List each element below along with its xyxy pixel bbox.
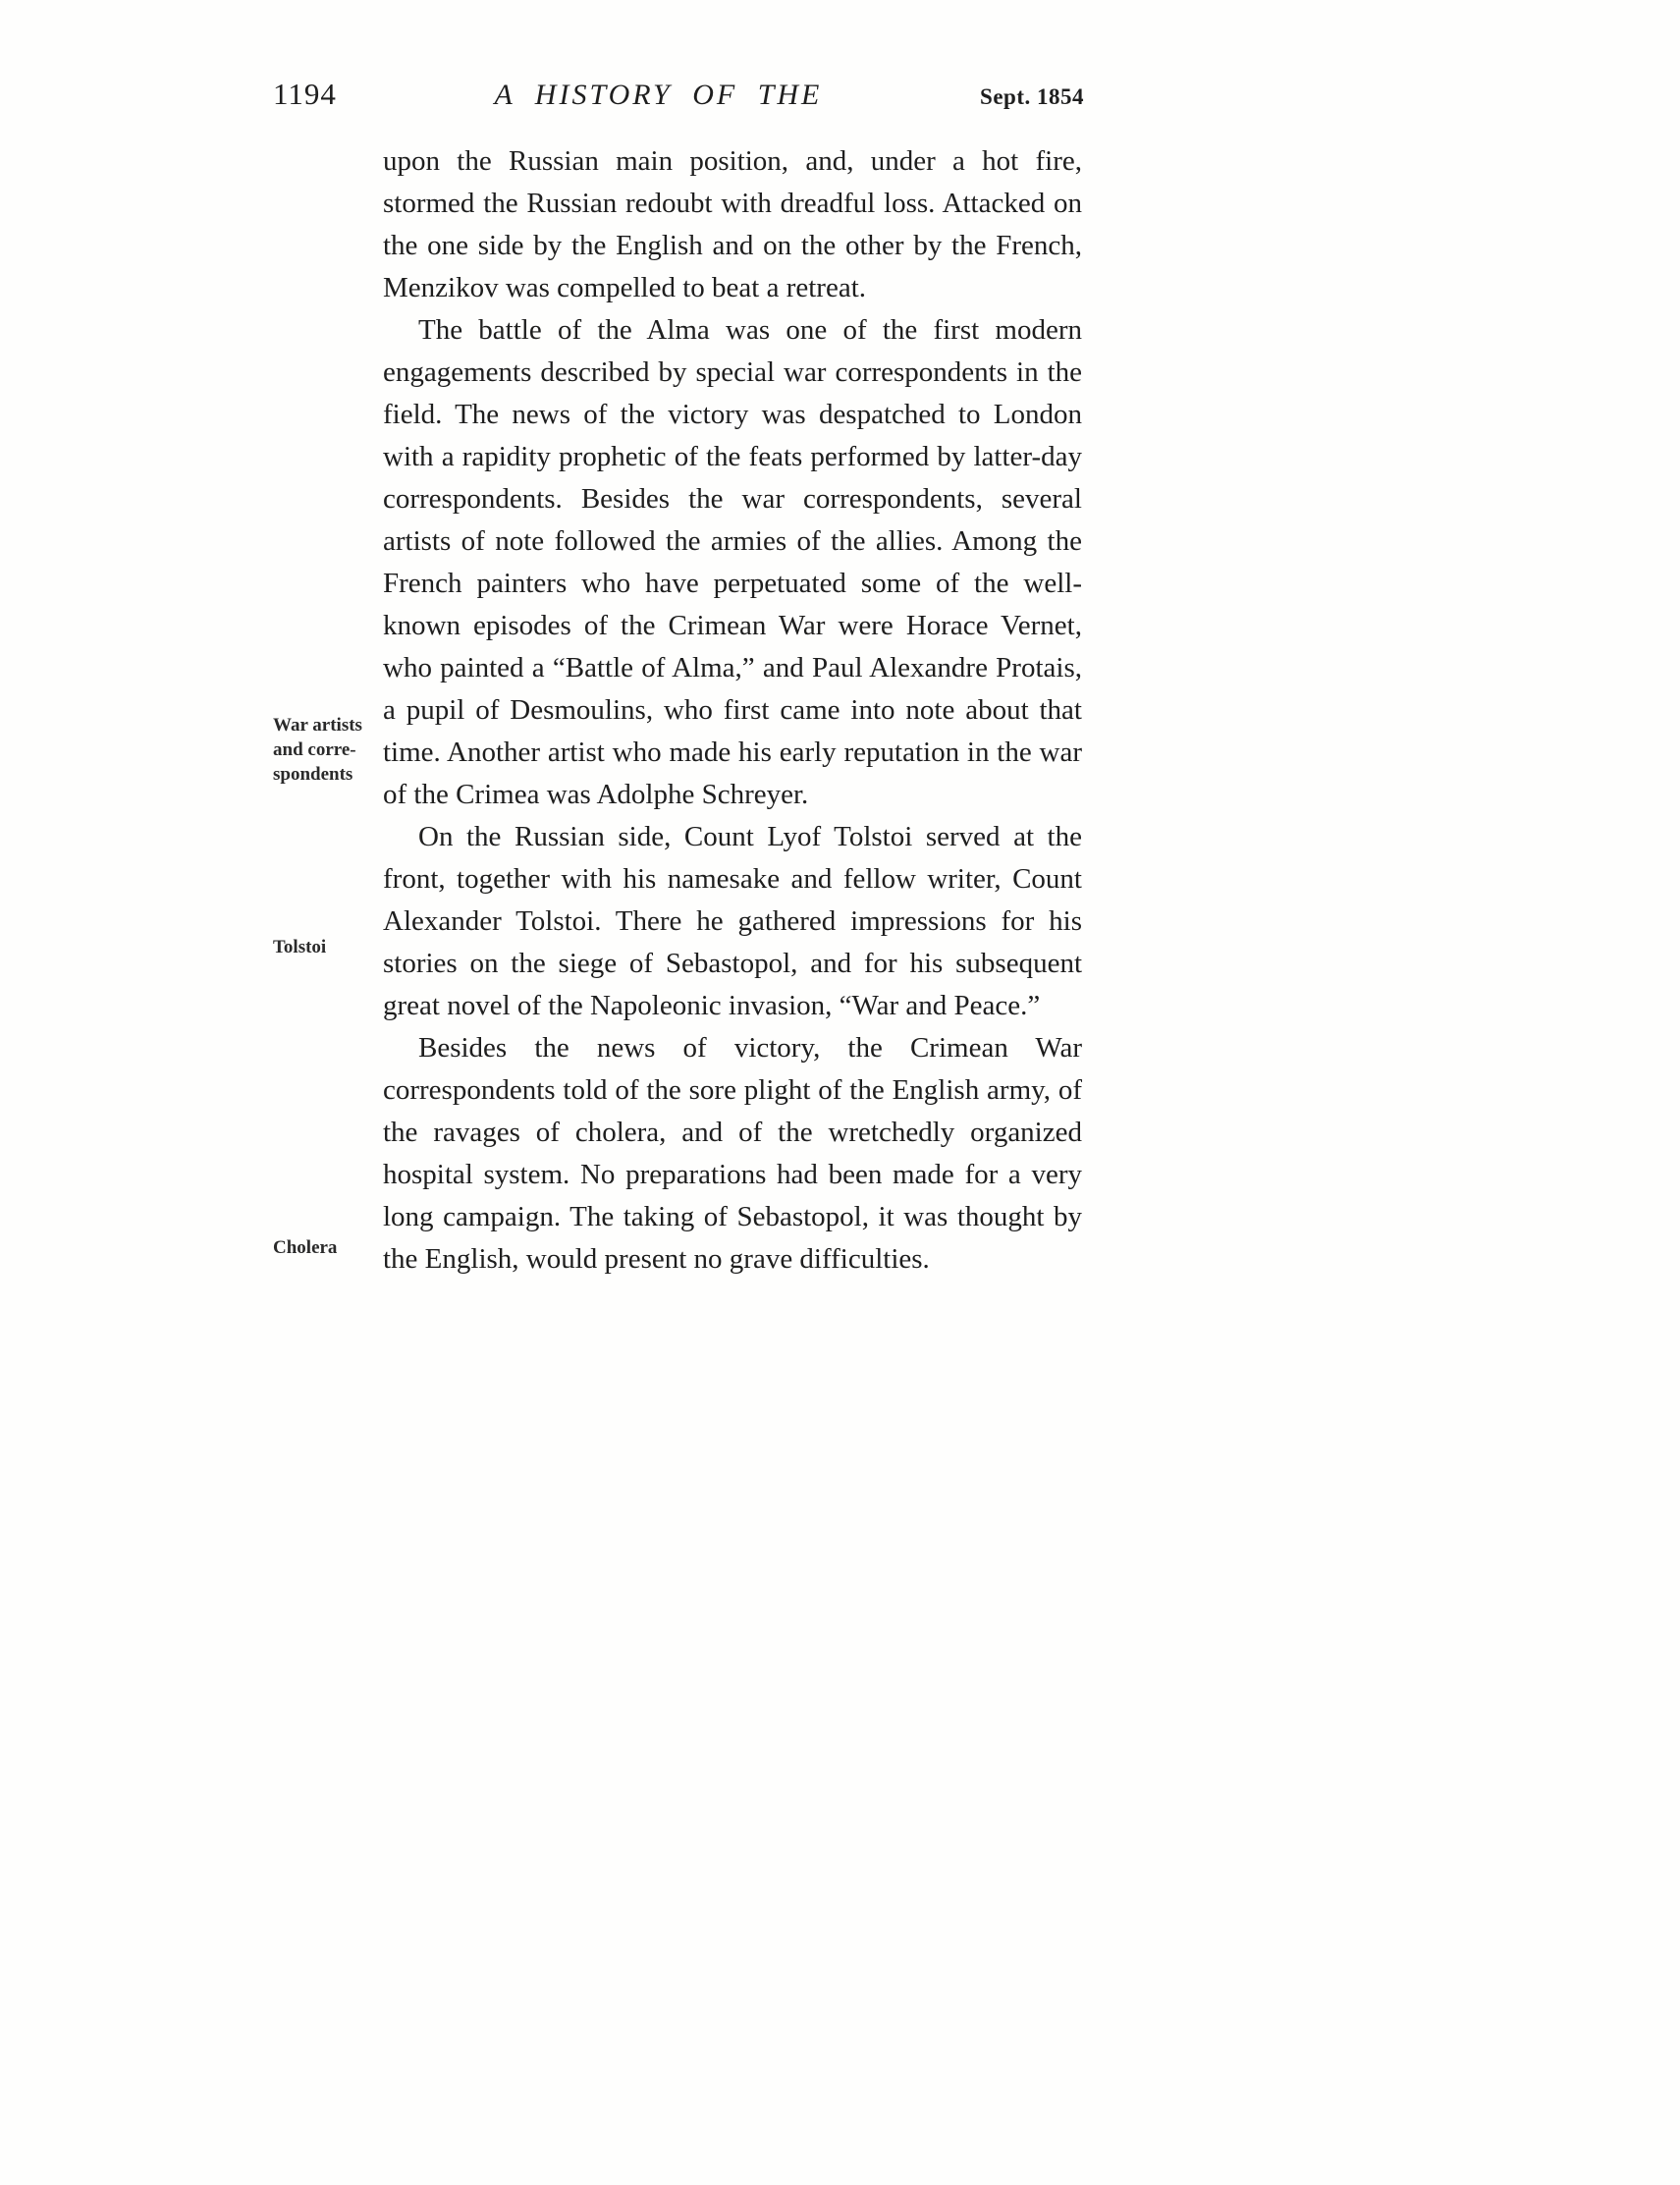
margin-note-tolstoi [273,935,381,959]
running-header [273,77,1084,112]
running-title: A HISTORY OF THE [494,79,823,111]
margin-note-line: War artists [273,715,362,736]
page-date: Sept. 1854 [980,84,1084,109]
margin-note-war-artists [273,713,381,787]
paragraph-3: On the Russian side, Count Lyof Tolstoi served at the front, together with his namesake and fellow writer, Count Alexander Tolstoi. There he gathered impressions for his stories on the siege of Sebastopol, and for his subsequent great novel of the Napoleonic invasion, “War and Peace.” [383,821,1082,1021]
margin-note-line: Tolstoi [273,937,327,957]
paragraph-4: Besides the news of victory, the Crimean War correspondents told of the sore plight of the English army, of the ravages of cholera, and of the wretchedly organized hospital system. No preparations had been made for a very long campaign. The taking of Sebastopol, it was thought by the English, would present no grave difficulties. [383,1032,1082,1275]
paragraph-1: upon the Russian main position, and, under a hot fire, stormed the Russian redoubt with dreadful loss. Attacked on the one side by the English and on the other by the French, Menzikov was compelled to beat a retreat. [383,145,1082,303]
paragraph-2: The battle of the Alma was one of the first modern engagements described by special war correspondents in the field. The news of the victory was despatched to London with a rapidity prophetic of the feats performed by latter-day correspondents. Besides the war correspondents, several artists of note followed the armies of the allies. Among the French painters who have perpetuated some of the well-known episodes of the Crimean War were Horace Vernet, who painted a “Battle of Alma,” and Paul Alexandre Protais, a pupil of Desmoulins, who first came into note about that time. Another artist who made his early reputation in the war of the Crimea was Adolphe Schreyer. [383,314,1082,810]
margin-note-line: spondents [273,764,353,785]
margin-note-cholera [273,1235,381,1260]
margin-note-line: and corre- [273,739,356,760]
page-number: 1194 [273,77,337,111]
margin-note-line: Cholera [273,1237,338,1258]
body-text [383,140,1082,1281]
